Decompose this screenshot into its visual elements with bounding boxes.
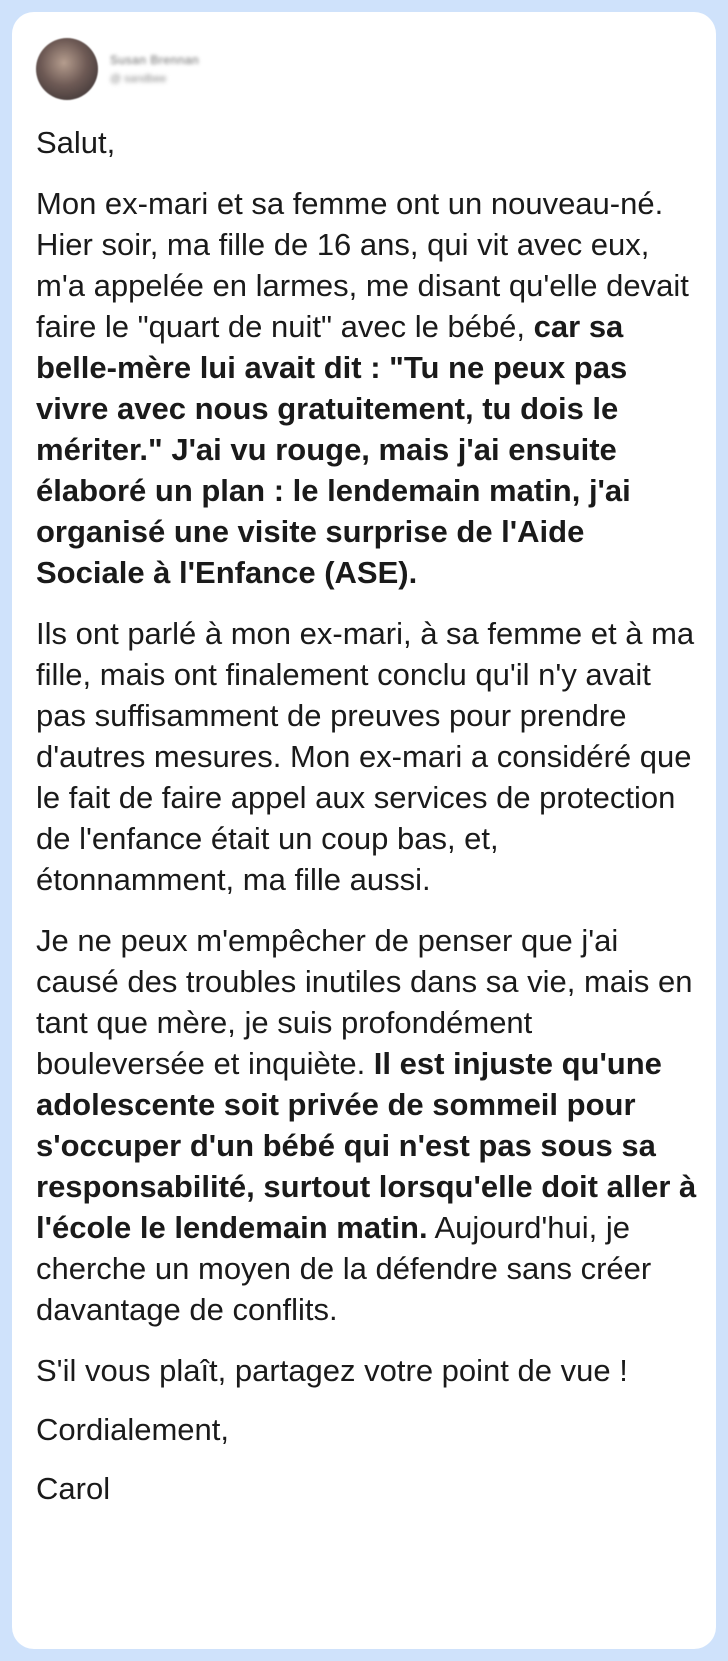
closing-text: Cordialement, <box>36 1412 229 1447</box>
post-card <box>12 12 716 1649</box>
post-header <box>36 34 199 104</box>
paragraph-1 <box>36 183 700 593</box>
paragraph-1-bold: car sa belle-mère lui avait dit : "Tu ne peux pas vivre avec nous gratuitement, tu dois le mériter." J'ai vu rouge, mais j'ai ensuite élaboré un plan : le lendemain matin, j'ai organisé une visite surprise de l'Aide Sociale à l'Enfance (ASE). <box>36 309 631 590</box>
paragraph-4: S'il vous plaît, partagez votre point de vue ! <box>36 1353 628 1388</box>
paragraph-3 <box>36 920 700 1330</box>
paragraph-3-end: Aujourd'hui, je cherche un moyen de la défendre sans créer davantage de conflits. <box>36 1210 652 1327</box>
author-info <box>110 53 199 85</box>
paragraph-3-text: Je ne peux m'empêcher de penser que j'ai causé des troubles inutiles dans sa vie, mais en tant que mère, je suis profondément bouleversée et inquiète. <box>36 923 693 1081</box>
greeting-text: Salut, <box>36 125 116 160</box>
post-body <box>36 122 700 1527</box>
paragraph-2: Ils ont parlé à mon ex-mari, à sa femme et à ma fille, mais ont finalement conclu qu'il n'y avait pas suffisamment de preuves pour prendre d'autres mesures. Mon ex-mari a considéré que le fait de faire appel aux services de protection de l'enfance était un coup bas, et, étonnamment, ma fille aussi. <box>36 616 695 897</box>
avatar[interactable] <box>36 38 98 100</box>
author-handle: @ sandbee <box>110 73 167 85</box>
paragraph-1-text: Mon ex-mari et sa femme ont un nouveau-né. Hier soir, ma fille de 16 ans, qui vit avec eux, m'a appelée en larmes, me disant qu'elle devait faire le "quart de nuit" avec le bébé, <box>36 186 689 344</box>
signature-text: Carol <box>36 1471 111 1506</box>
author-name[interactable]: Susan Brennan <box>110 53 200 67</box>
paragraph-3-bold: Il est injuste qu'une adolescente soit privée de sommeil pour s'occuper d'un bébé qui n'est pas sous sa responsabilité, surtout lorsqu'elle doit aller à l'école le lendemain matin. <box>36 1046 697 1245</box>
